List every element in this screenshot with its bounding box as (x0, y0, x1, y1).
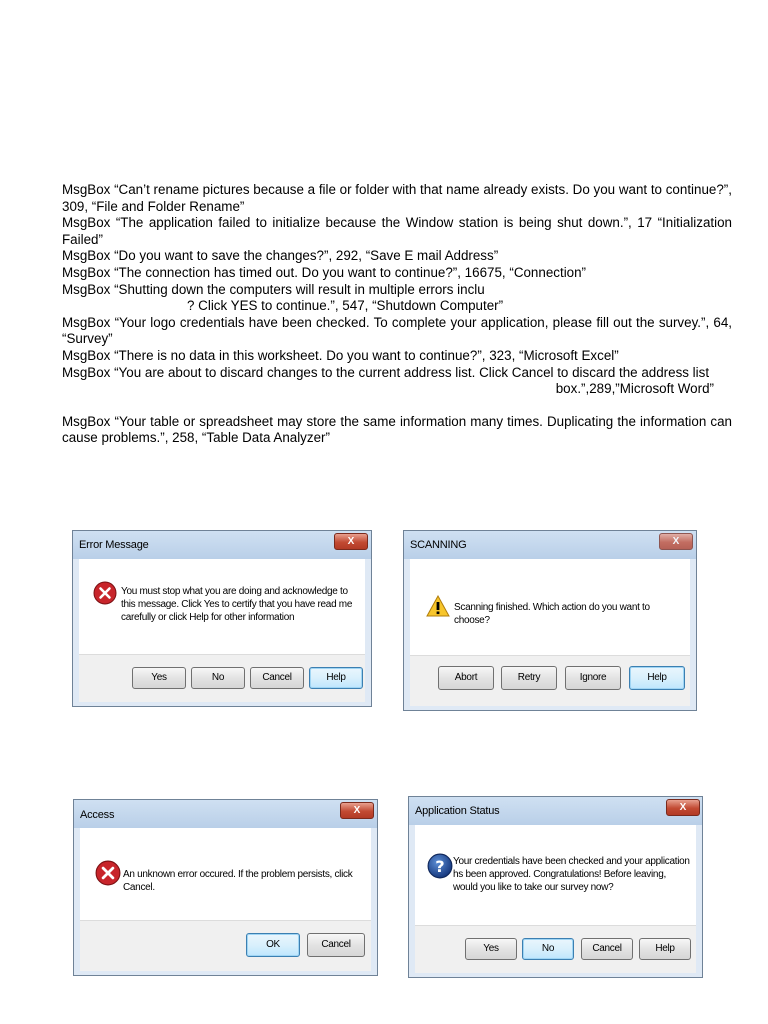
dialog-message: Your credentials have been checked and your application hs been approved. Congratulations! Before leaving, would you like to take our survey now? (453, 856, 690, 893)
paragraph: MsgBox “Shutting down the computers will result in multiple errors inclu (62, 281, 485, 297)
close-button[interactable]: X (340, 802, 374, 819)
error-icon (93, 581, 117, 605)
cancel-button[interactable]: Cancel (581, 938, 633, 960)
dialog-body (80, 828, 371, 920)
dialog-footer (415, 925, 696, 973)
dialog-footer (79, 654, 365, 702)
dialog-title: Error Message (73, 531, 371, 559)
paragraph: MsgBox “Do you want to save the changes?”, 292, “Save E mail Address” (62, 248, 499, 264)
close-button[interactable]: X (334, 533, 368, 550)
help-button[interactable]: Help (639, 938, 691, 960)
paragraph: MsgBox “The application failed to initialize because the Window station is being shut down.”, 17 “Initialization Failed” (62, 215, 732, 247)
ok-button[interactable]: OK (246, 933, 300, 957)
dialog-footer (410, 655, 690, 706)
paragraph: MsgBox “Can’t rename pictures because a file or folder with that name already exists. Do you want to continue?”, 309, “File and Folder Rename” (62, 182, 732, 214)
help-button[interactable]: Help (629, 666, 685, 690)
dialog-title: SCANNING (404, 531, 696, 559)
error-icon (95, 860, 121, 886)
dialog-body (410, 559, 690, 655)
paragraph-continuation: ? Click YES to continue.”, 547, “Shutdown Computer” (187, 298, 504, 314)
dialog-message: You must stop what you are doing and acknowledge to this message. Click Yes to certify that you have read me carefully or click Help for other information (121, 586, 353, 623)
cancel-button[interactable]: Cancel (250, 667, 304, 689)
abort-button[interactable]: Abort (438, 666, 494, 690)
dialog-footer (80, 920, 371, 971)
no-button[interactable]: No (191, 667, 245, 689)
paragraph: MsgBox “Your logo credentials have been checked. To complete your application, please fill out the survey.”, 64, “Survey” (62, 314, 732, 347)
close-button[interactable]: X (666, 799, 700, 816)
paragraph-continuation: box.”,289,”Microsoft Word” (555, 381, 714, 397)
cancel-button[interactable]: Cancel (307, 933, 365, 957)
close-button[interactable]: X (659, 533, 693, 550)
scanning-dialog (403, 530, 697, 711)
application-status-dialog (408, 796, 703, 978)
yes-button[interactable]: Yes (132, 667, 186, 689)
paragraph: MsgBox “The connection has timed out. Do you want to continue?”, 16675, “Connection” (62, 264, 587, 280)
dialog-body (415, 825, 696, 925)
dialog-message: An unknown error occured. If the problem persists, click Cancel. (123, 869, 353, 893)
dialog-body (79, 559, 365, 654)
no-button[interactable]: No (522, 938, 574, 960)
error-message-dialog (72, 530, 372, 707)
ignore-button[interactable]: Ignore (565, 666, 621, 690)
dialog-title: Access (74, 800, 377, 828)
paragraph: MsgBox “You are about to discard changes to the current address list. Click Cancel to discard the address list (62, 364, 710, 380)
access-dialog (73, 799, 378, 976)
retry-button[interactable]: Retry (501, 666, 557, 690)
warning-icon (426, 595, 450, 617)
paragraph: MsgBox “Your table or spreadsheet may store the same information many times. Duplicating the information can cause problems.”, 258, “Table Data Analyzer” (62, 413, 732, 446)
dialog-title: Application Status (409, 797, 702, 825)
dialog-message: Scanning finished. Which action do you want to choose? (454, 602, 650, 626)
msgbox-text-block (62, 182, 732, 447)
question-icon (427, 853, 453, 879)
help-button[interactable]: Help (309, 667, 363, 689)
yes-button[interactable]: Yes (465, 938, 517, 960)
svg-text:?: ? (435, 856, 445, 876)
paragraph: MsgBox “There is no data in this worksheet. Do you want to continue?”, 323, “Microsoft Excel” (62, 347, 619, 363)
